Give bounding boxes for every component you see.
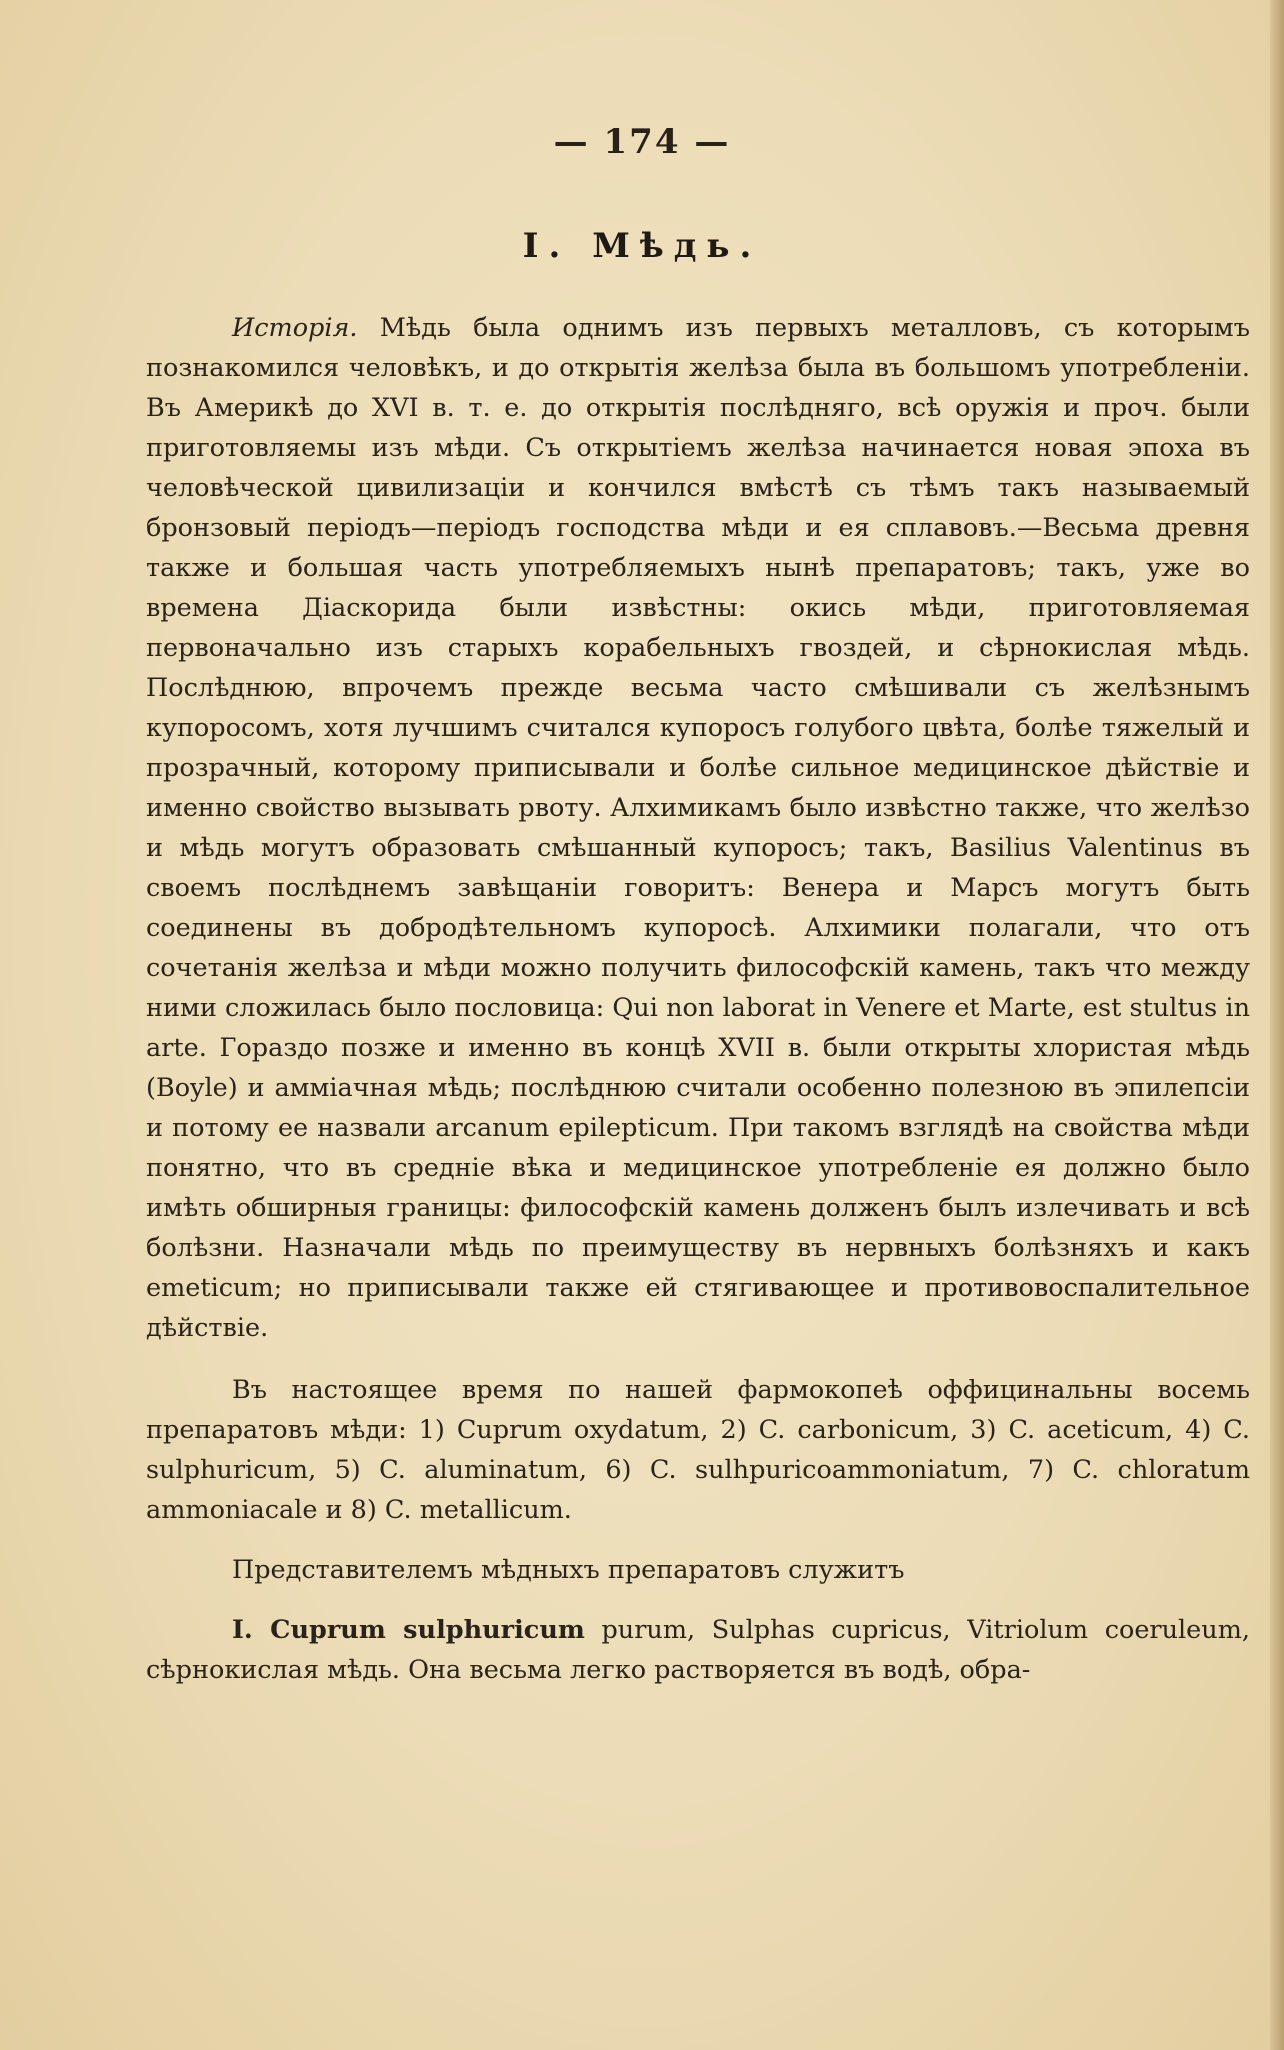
paragraph-history <box>146 308 1250 1348</box>
paragraph-history-text: Мѣдь была однимъ изъ первыхъ металловъ, съ которымъ познакомился человѣкъ, и до открытія желѣза была въ большомъ употребленіи. Въ Америкѣ до XVI в. т. е. до открытія послѣдняго, всѣ оружія и проч. были приготовляемы изъ мѣди. Съ открытіемъ желѣза начинается новая эпоха въ человѣческой цивилизаціи и кончился вмѣстѣ съ тѣмъ такъ называемый бронзовый періодъ—періодъ господства мѣди и ея сплавовъ.—Весьма древня также и большая часть употребляемыхъ нынѣ препаратовъ; такъ, уже во времена Діаскорида были извѣстны: окись мѣди, приготовляемая первоначально изъ старыхъ корабельныхъ гвоздей, и сѣрнокислая мѣдь. Послѣднюю, впрочемъ прежде весьма часто смѣшивали съ желѣзнымъ купоросомъ, хотя лучшимъ считался купоросъ голубого цвѣта, болѣе тяжелый и прозрачный, которому приписывали и болѣе сильное медицинское дѣйствіе и именно свойство вызывать рвоту. Алхимикамъ было извѣстно также, что желѣзо и мѣдь могутъ образовать смѣшанный купоросъ; такъ, Basilius Valentinus въ своемъ послѣднемъ завѣщаніи говоритъ: Венера и Марсъ могутъ быть соединены въ добродѣтельномъ купоросѣ. Алхимики полагали, что отъ сочетанія желѣза и мѣди можно получить философскій камень, такъ что между ними сложилась было пословица: Qui non laborat in Venere et Marte, est stultus in arte. Гораздо позже и именно въ концѣ XVII в. были открыты хлористая мѣдь (Boyle) и амміачная мѣдь; послѣднюю считали особенно полезною въ эпилепсіи и потому ее назвали arcanum epilepticum. При такомъ взглядѣ на свойства мѣди понятно, что въ средніе вѣка и медицинское употребленіе ея должно было имѣть обширныя границы: философскій камень долженъ былъ излечивать и всѣ болѣзни. Назначали мѣдь по преимуществу въ нервныхъ болѣзняхъ и какъ emeticum; но приписывали также ей стягивающее и противовоспалительное дѣйствіе. <box>146 313 1250 1343</box>
body-text <box>146 308 1250 1690</box>
paragraph-cuprum-text: purum, Sulphas cupricus, Vitriolum coeruleum, сѣрнокислая мѣдь. Она весьма легко растворяется въ водѣ, обра- <box>146 1615 1250 1685</box>
paragraph-cuprum-sulphuricum <box>146 1610 1250 1690</box>
chapter-title: I. Мѣдь. <box>522 226 762 266</box>
paragraph-pharmacopoeia: Въ настоящее время по нашей фармокопеѣ оффицинальны восемь препаратовъ мѣди: 1) Cuprum oxydatum, 2) C. carbonicum, 3) C. aceticum, 4) C. sulphuricum, 5) C. aluminatum, 6) C. sulhpuricoammoniatum, 7) C. chloratum ammoniacale и 8) C. metallicum. <box>146 1375 1250 1525</box>
page-edge <box>1270 0 1284 2050</box>
page-number: — 174 — <box>553 122 731 162</box>
paragraph-representative: Представителемъ мѣдныхъ препаратовъ служитъ <box>232 1555 905 1585</box>
paragraph-lead-cuprum: I. Cuprum sulphuricum <box>232 1615 585 1645</box>
paragraph-lead-history: Исторія. <box>232 313 358 343</box>
